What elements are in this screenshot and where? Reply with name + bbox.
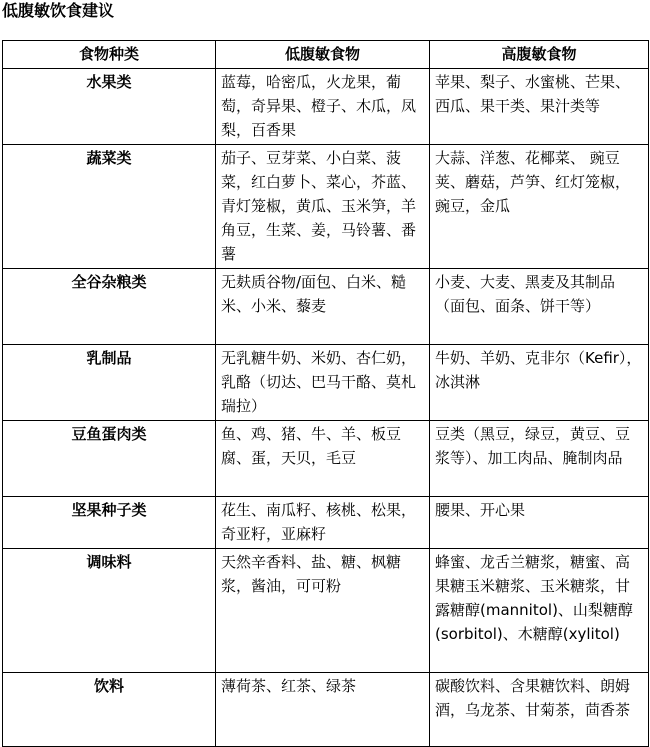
- table-row: [3, 549, 649, 673]
- high-fodmap-cell: 牛奶、羊奶、克非尔（Kefir），冰淇淋: [430, 345, 649, 421]
- table-row: [3, 345, 649, 421]
- high-fodmap-cell: 蜂蜜、龙舌兰糖浆，糖蜜、高果糖玉米糖浆、玉米糖浆，甘露糖醇(mannitol)、山梨糖醇(sorbitol)、木糖醇(xylitol): [430, 549, 649, 673]
- low-fodmap-cell: 薄荷茶、红茶、绿茶: [216, 673, 430, 747]
- document-title: 低腹敏饮食建议: [2, 1, 115, 20]
- table-row: [3, 69, 649, 145]
- category-cell: 豆鱼蛋肉类: [3, 421, 216, 497]
- header-food-category: 食物种类: [3, 41, 216, 69]
- header-low-fodmap: 低腹敏食物: [216, 41, 430, 69]
- category-cell: 蔬菜类: [3, 145, 216, 269]
- high-fodmap-cell: 豆类（黑豆，绿豆，黄豆、豆浆等）、加工肉品、腌制肉品: [430, 421, 649, 497]
- low-fodmap-cell: 茄子、豆芽菜、小白菜、菠菜，红白萝卜、菜心，芥蓝、青灯笼椒，黄瓜、玉米笋，羊角豆，生菜、姜，马铃薯、番薯: [216, 145, 430, 269]
- table-row: [3, 673, 649, 747]
- category-cell: 饮料: [3, 673, 216, 747]
- high-fodmap-cell: 大蒜、洋葱、花椰菜、 豌豆荚、蘑菇，芦笋、红灯笼椒，豌豆，金瓜: [430, 145, 649, 269]
- low-fodmap-cell: 蓝莓，哈密瓜，火龙果，葡萄，奇异果、橙子、木瓜，凤梨，百香果: [216, 69, 430, 145]
- table-row: [3, 269, 649, 345]
- category-cell: 坚果种子类: [3, 497, 216, 549]
- high-fodmap-cell: 腰果、开心果: [430, 497, 649, 549]
- low-fodmap-cell: 天然辛香料、盐、糖、枫糖浆，酱油，可可粉: [216, 549, 430, 673]
- table-row: [3, 421, 649, 497]
- high-fodmap-cell: 碳酸饮料、含果糖饮料、朗姆酒，乌龙茶、甘菊茶，茴香茶: [430, 673, 649, 747]
- category-cell: 水果类: [3, 69, 216, 145]
- category-cell: 调味料: [3, 549, 216, 673]
- low-fodmap-cell: 无麸质谷物/面包、白米、糙米、小米、藜麦: [216, 269, 430, 345]
- table-row: [3, 145, 649, 269]
- table-row: [3, 497, 649, 549]
- header-high-fodmap: 高腹敏食物: [430, 41, 649, 69]
- category-cell: 全谷杂粮类: [3, 269, 216, 345]
- high-fodmap-cell: 小麦、大麦、黑麦及其制品（面包、面条、饼干等）: [430, 269, 649, 345]
- table-header-row: [3, 41, 649, 69]
- category-cell: 乳制品: [3, 345, 216, 421]
- food-table: [2, 40, 649, 747]
- high-fodmap-cell: 苹果、梨子、水蜜桃、芒果、 西瓜、果干类、果汁类等: [430, 69, 649, 145]
- low-fodmap-cell: 无乳糖牛奶、米奶、杏仁奶，乳酪（切达、巴马干酪、莫札瑞拉）: [216, 345, 430, 421]
- low-fodmap-cell: 花生、南瓜籽、核桃、松果，奇亚籽，亚麻籽: [216, 497, 430, 549]
- low-fodmap-cell: 鱼、鸡、猪、牛、羊、板豆腐、蛋，天贝，毛豆: [216, 421, 430, 497]
